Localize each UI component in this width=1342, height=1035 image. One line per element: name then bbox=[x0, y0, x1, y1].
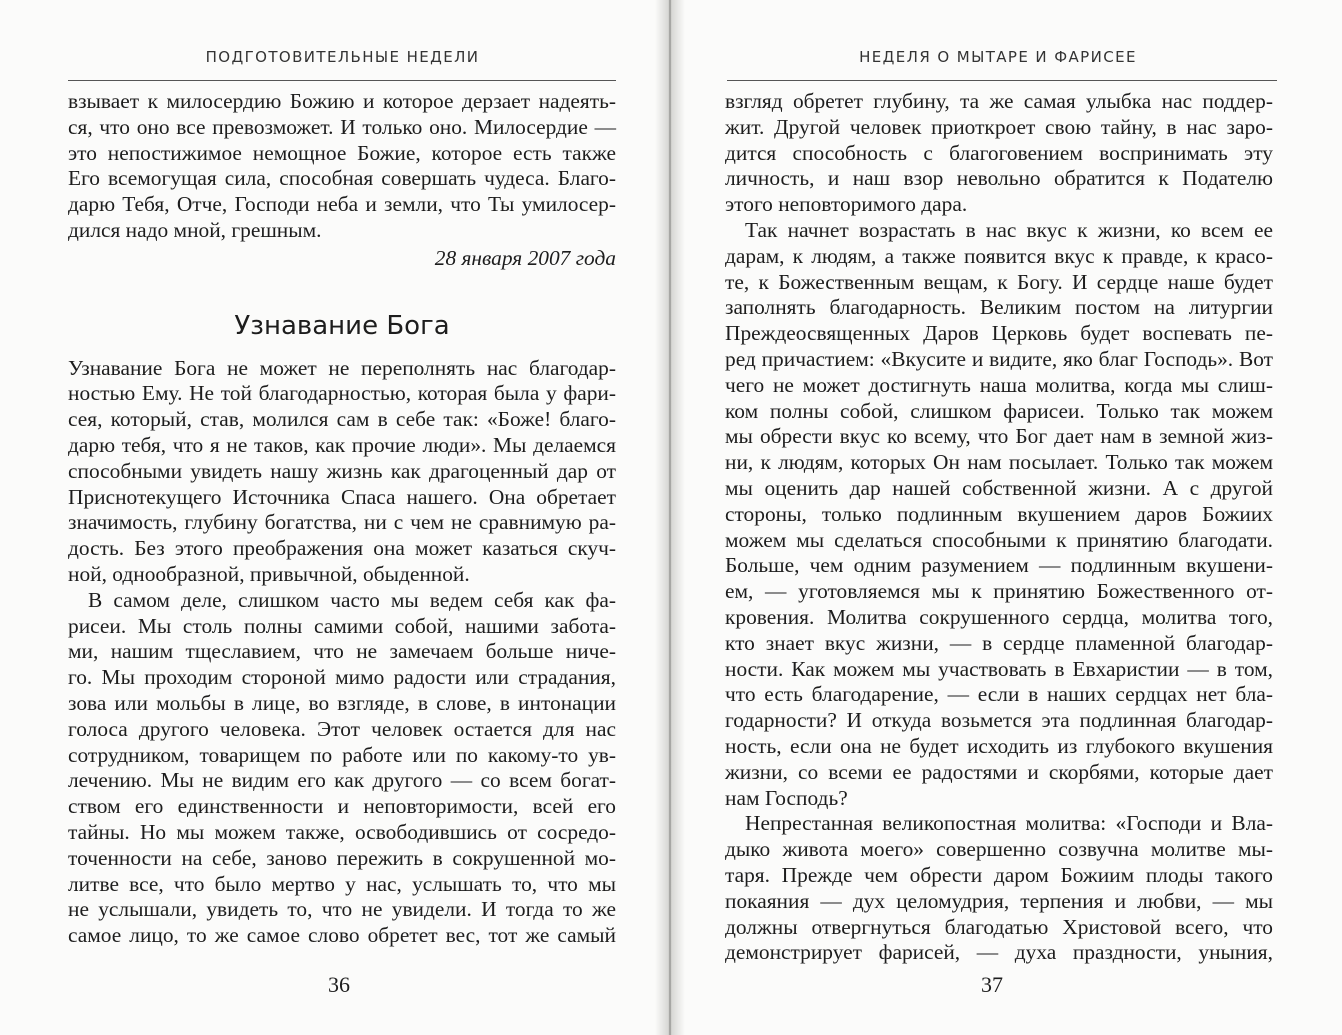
text-line: можем мы сделаться способными к принятию благодати. bbox=[725, 527, 1273, 552]
text-line: рисеи. Мы столь полны самими собой, нашими забота- bbox=[68, 613, 616, 638]
running-header: НЕДЕЛЯ О МЫТАРЕ И ФАРИСЕЕ bbox=[859, 48, 1137, 66]
text-line: покаяния — дух целомудрия, терпения и любви, — мы bbox=[725, 888, 1273, 913]
left-page bbox=[0, 0, 666, 1035]
paragraph bbox=[68, 588, 616, 949]
text-line: го. Мы проходим стороной мимо радости или страдания, bbox=[68, 665, 616, 690]
text-line: Узнавание Бога не может не переполнять нас благодар- bbox=[68, 355, 616, 380]
text-line: литве все, что было мертво у нас, услышать то, что мы bbox=[68, 871, 616, 896]
text-line: взывает к милосердию Божию и которое дерзает надеять- bbox=[68, 89, 616, 113]
text-line: ни, к людям, которых Он нам посылает. Только так можем bbox=[725, 450, 1273, 475]
text-line: стороны, только подлинным вкушением даров Божиих bbox=[725, 501, 1273, 526]
text-line: ми, нашим тщеславием, что не замечаем больше ниче- bbox=[68, 639, 616, 664]
text-line: сотрудником, товарищем по работе или по какому-то ув- bbox=[68, 742, 616, 767]
text-line: ностью Ему. Не той благодарностью, которая была у фари- bbox=[68, 381, 616, 406]
text-line: это непостижимое немощное Божие, которое есть также bbox=[68, 140, 616, 165]
body-text bbox=[725, 89, 1273, 966]
text-line: должны отвергнуться благодатью Христовой всего, что bbox=[725, 914, 1273, 939]
text-line: самое лицо, то же самое слово обретет вес, тот же самый bbox=[68, 923, 616, 948]
paragraph bbox=[68, 356, 616, 588]
book-gutter bbox=[655, 0, 685, 1035]
text-line: ем, — уготовляемся мы к принятию Божественного от- bbox=[725, 579, 1273, 604]
text-line: не услышали, увидеть то, что не увидели. И тогда то же bbox=[68, 897, 616, 922]
running-header: ПОДГОТОВИТЕЛЬНЫЕ НЕДЕЛИ bbox=[205, 48, 480, 66]
text-line: сея, который, став, молился сам в себе так: «Боже! благо- bbox=[68, 407, 616, 432]
text-line: способными увидеть нашу жизнь как драгоценный дар от bbox=[68, 458, 616, 483]
text-line: этого неповторимого дара. bbox=[725, 192, 968, 217]
text-line: Приснотекущего Источника Спаса нашего. Она обретает bbox=[68, 484, 616, 509]
text-line: нам Господь? bbox=[725, 785, 848, 810]
text-line: мы оценить дар нашей собственной жизни. А с другой bbox=[725, 475, 1273, 500]
text-line: Так начнет возрастать в нас вкус к жизни, ко всем ее bbox=[745, 217, 1273, 242]
text-line: дарю Тебя, Отче, Господи неба и земли, что Ты умилосер- bbox=[68, 192, 616, 217]
text-line: жит. Другой человек приоткроет свою тайну, в нас заро- bbox=[725, 114, 1273, 139]
text-line: дится способность с благоговением воспринимать эту bbox=[725, 140, 1273, 165]
header-rule bbox=[727, 80, 1277, 81]
text-line: чего не может достигнуть наша молитва, когда мы слиш- bbox=[725, 372, 1273, 397]
header-rule bbox=[68, 80, 616, 81]
text-line: Преждеосвященных Даров Церковь будет воспевать пе- bbox=[725, 321, 1273, 346]
text-line: зова или мольбы в лице, во взгляде, в слове, в интонации bbox=[68, 690, 616, 715]
text-line: таря. Прежде чем обрести даром Божиим плоды такого bbox=[725, 862, 1273, 887]
text-line: ком полны собой, слишком фарисеи. Только так можем bbox=[725, 398, 1273, 423]
text-line: ность, если она не будет исходить из глубокого вкушения bbox=[725, 733, 1273, 758]
section-title: Узнавание Бога bbox=[234, 310, 450, 341]
text-line: заполнять благодарность. Великим постом на литургии bbox=[725, 295, 1273, 320]
text-line: точенности на себе, заново пережить в сокрушенной мо- bbox=[68, 845, 616, 870]
text-line: лечению. Мы не видим его как другого — со всем богат- bbox=[68, 768, 616, 793]
text-line: кто знает вкус жизни, — в сердце пламенной благодар- bbox=[725, 630, 1273, 655]
text-line: ности. Как можем мы участвовать в Евхаристии — в том, bbox=[725, 656, 1273, 681]
paragraph bbox=[68, 89, 616, 244]
text-line: дость. Без этого преображения она может казаться скуч- bbox=[68, 536, 616, 561]
date-line: 28 января 2007 года bbox=[434, 245, 616, 270]
text-line: дарю тебя, что я не таков, как прочие люди». Мы делаемся bbox=[68, 432, 616, 457]
text-line: тайны. Но мы можем также, освободившись от сосредо- bbox=[68, 819, 616, 844]
text-line: В самом деле, слишком часто мы ведем себя как фа- bbox=[88, 587, 616, 612]
page-number: 36 bbox=[328, 972, 350, 997]
text-line: дился надо мной, грешным. bbox=[68, 217, 322, 242]
text-line: ством его единственности и неповторимости, всей его bbox=[68, 794, 616, 819]
text-line: ред причастием: «Вкусите и видите, яко благ Господь». Вот bbox=[725, 346, 1273, 371]
text-line: жизни, со всеми ее радостями и скорбями, которые дает bbox=[725, 759, 1273, 784]
paragraph bbox=[725, 89, 1273, 218]
text-line: Его всемогущая сила, способная совершать чудеса. Благо- bbox=[68, 166, 616, 191]
text-line: кровения. Молитва сокрушенного сердца, молитва того, bbox=[725, 604, 1273, 629]
body-text bbox=[68, 89, 616, 949]
paragraph bbox=[725, 218, 1273, 811]
text-line: дыко живота моего» совершенно созвучна молитве мы- bbox=[725, 837, 1273, 862]
text-line: значимость, глубину богатства, ни с чем не сравнимую ра- bbox=[68, 510, 616, 535]
text-line: взгляд обретет глубину, та же самая улыбка нас поддер- bbox=[725, 89, 1273, 113]
page-number: 37 bbox=[981, 972, 1003, 997]
text-line: личность, и наш взор невольно обратится к Подателю bbox=[725, 166, 1273, 191]
paragraph bbox=[725, 811, 1273, 966]
text-line: те, к Божественным вещам, к Богу. И сердце наше будет bbox=[725, 269, 1273, 294]
text-line: мы обрести вкус ко всему, что Бог дает нам в земной жиз- bbox=[725, 424, 1273, 449]
text-line: ся, что оно все превозможет. И только оно. Милосердие — bbox=[68, 114, 616, 139]
right-page bbox=[672, 0, 1342, 1035]
text-line: Больше, чем одним разумением — подлинным вкушени- bbox=[725, 553, 1273, 578]
text-line: дарам, к людям, а также появится вкус к правде, к красо- bbox=[725, 243, 1273, 268]
text-line: ной, однообразной, привычной, обыденной. bbox=[68, 561, 470, 586]
text-line: голоса другого человека. Этот человек остается для нас bbox=[68, 716, 616, 741]
text-line: Непрестанная великопостная молитва: «Господи и Вла- bbox=[745, 811, 1273, 836]
text-line: демонстрирует фарисей, — духа праздности, уныния, bbox=[725, 940, 1273, 965]
text-line: годарности? И откуда возьмется эта подлинная благодар- bbox=[725, 708, 1273, 733]
text-line: что есть благодарение, — если в наших сердцах нет бла- bbox=[725, 682, 1273, 707]
